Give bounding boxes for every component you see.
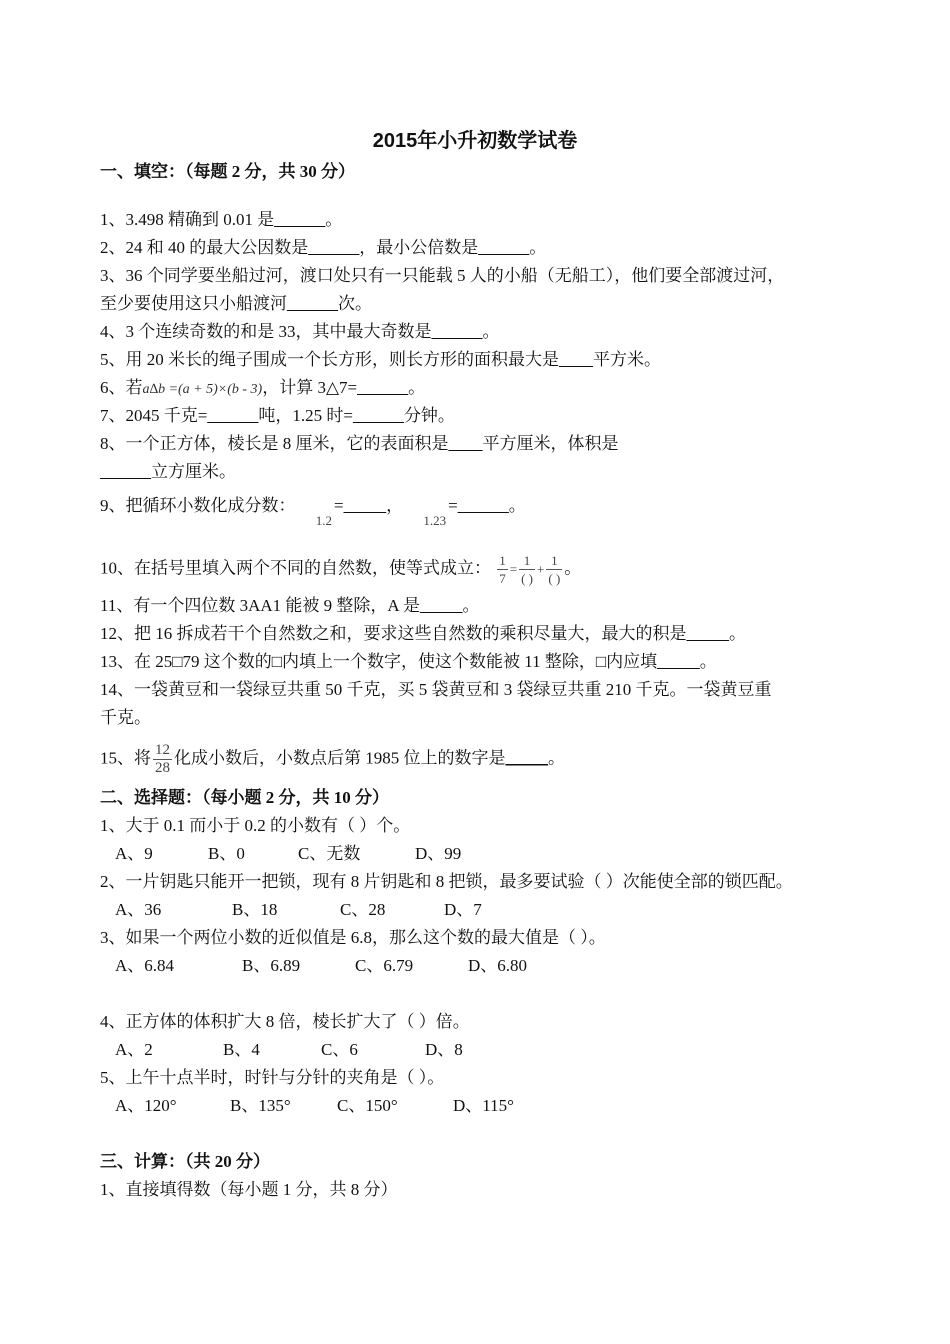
option-d: D、7	[444, 900, 482, 919]
exam-title: 2015年小升初数学试卷	[372, 130, 578, 152]
option-d: D、8	[425, 1040, 463, 1059]
option-a: A、36	[115, 900, 162, 919]
option-b: B、18	[232, 900, 278, 919]
option-b: B、0	[208, 844, 245, 863]
option-a: A、2	[115, 1040, 153, 1059]
choice-q1: 1、大于 0.1 而小于 0.2 的小数有（ ）个。	[100, 816, 411, 835]
answer-blank: ______	[431, 322, 483, 341]
answer-blank: ______	[287, 294, 338, 313]
fill-q11: 11、有一个四位数 3AA1 能被 9 整除，A 是_____。	[100, 596, 480, 615]
answer-blank: ______	[457, 496, 509, 515]
fraction-one-seventh: $\frac{1}{7}$	[499, 553, 506, 586]
choice-q1-options	[115, 842, 461, 866]
fraction-blank-1: $\frac{1}{( )}$	[521, 553, 534, 586]
fill-q14-line2: 千克。	[100, 708, 151, 727]
option-d: D、115°	[453, 1096, 514, 1115]
option-b: B、135°	[230, 1096, 291, 1115]
option-a: A、6.84	[115, 956, 175, 975]
fraction-blank-2: $\frac{1}{( )}$	[548, 553, 561, 586]
fill-q9: 9、把循环小数化成分数： $_{1.2}$=_____， $_{1.23}$=______。	[100, 496, 526, 528]
fill-q8-line2: ______立方厘米。	[100, 462, 236, 481]
choice-q4-options	[115, 1038, 463, 1062]
answer-blank: ______	[308, 238, 360, 257]
answer-blank: ______	[478, 238, 530, 257]
option-c: C、无数	[298, 844, 361, 863]
fill-q1: 1、3.498 精确到 0.01 是______。	[100, 210, 343, 229]
option-a: A、120°	[115, 1096, 177, 1115]
fill-q15: 15、将 $\frac{12}{28}$ 化成小数后，小数点后第 1985 位上的数字是_____。	[100, 742, 565, 776]
fill-q7: 7、2045 千克=______吨，1.25 时=______分钟。	[100, 406, 455, 425]
section2-heading: 二、选择题：（每小题 2 分，共 10 分）	[100, 788, 389, 807]
option-c: C、28	[340, 900, 386, 919]
choice-q3: 3、如果一个两位小数的近似值是 6.8，那么这个数的最大值是（ ）。	[100, 928, 606, 947]
fill-q6: 6、若a∆b =(a + 5)×(b - 3)，计算 3△7=______。	[100, 378, 426, 397]
section1-heading: 一、填空：（每题 2 分，共 30 分）	[100, 162, 355, 181]
choice-q4: 4、正方体的体积扩大 8 倍，棱长扩大了（ ）倍。	[100, 1012, 470, 1031]
option-b: B、4	[223, 1040, 260, 1059]
fill-q3-line2: 至少要使用这只小船渡河______次。	[100, 294, 372, 313]
option-b: B、6.89	[242, 956, 301, 975]
choice-q3-options	[115, 954, 527, 978]
fill-q14-line1: 14、一袋黄豆和一袋绿豆共重 50 千克，买 5 袋黄豆和 3 袋绿豆共重 210 千克。一袋黄豆重	[100, 680, 772, 699]
answer-blank: ______	[357, 378, 409, 397]
fill-q5: 5、用 20 米长的绳子围成一个长方形，则长方形的面积最大是____平方米。	[100, 350, 661, 369]
answer-blank: ______	[207, 406, 259, 425]
fill-q10: 10、在括号里填入两个不同的自然数，使等式成立： $\frac{1}{7}$ = $\frac{1}{( )}$ + $\frac{1}{( )}$ 。	[100, 553, 582, 586]
option-d: D、99	[415, 844, 462, 863]
choice-q5-options	[115, 1094, 514, 1118]
repeating-decimal-2: 1.23	[423, 513, 447, 528]
choice-q2-options	[115, 898, 482, 922]
fill-q8-line1: 8、一个正方体，棱长是 8 厘米，它的表面积是____平方厘米，体积是	[100, 434, 619, 453]
option-a: A、9	[115, 844, 153, 863]
fill-q3-line1: 3、36 个同学要坐船过河，渡口处只有一只能载 5 人的小船（无船工），他们要全部渡过河，	[100, 266, 785, 285]
answer-blank: _____	[343, 496, 387, 515]
repeating-decimal-1: 1.2	[315, 513, 332, 528]
answer-blank: ______	[100, 462, 151, 481]
answer-blank: _____	[686, 624, 729, 643]
fill-q12: 12、把 16 拆成若干个自然数之和，要求这些自然数的乘积尽量大，最大的积是_____。	[100, 624, 746, 643]
answer-blank: ____	[559, 350, 593, 369]
answer-blank: _____	[420, 596, 463, 615]
answer-blank: ____	[448, 434, 483, 453]
fraction-12-28: $\frac{12}{28}$	[155, 742, 170, 776]
answer-blank: ______	[352, 406, 404, 425]
option-c: C、6.79	[355, 956, 414, 975]
choice-q5: 5、上午十点半时，时针与分针的夹角是（ ）。	[100, 1068, 445, 1087]
option-c: C、6	[321, 1040, 358, 1059]
fill-q13: 13、在 25□79 这个数的□内填上一个数字，使这个数能被 11 整除，□内应填_____。	[100, 652, 717, 671]
section3-heading: 三、计算：（共 20 分）	[100, 1152, 270, 1171]
operation-formula: a∆b =(a + 5)×(b - 3)	[142, 382, 263, 397]
calc-q1: 1、直接填得数（每小题 1 分，共 8 分）	[100, 1180, 398, 1199]
option-d: D、6.80	[468, 956, 528, 975]
choice-q2: 2、一片钥匙只能开一把锁，现有 8 片钥匙和 8 把锁，最多要试验（ ）次能使全部的锁匹配。	[100, 872, 793, 891]
fill-q4: 4、3 个连续奇数的和是 33，其中最大奇数是______。	[100, 322, 500, 341]
answer-blank: ______	[274, 210, 326, 229]
answer-blank: _____	[657, 652, 700, 671]
fill-q2: 2、24 和 40 的最大公因数是______，最小公倍数是______。	[100, 238, 547, 257]
answer-blank: _____	[505, 748, 548, 768]
option-c: C、150°	[337, 1096, 398, 1115]
